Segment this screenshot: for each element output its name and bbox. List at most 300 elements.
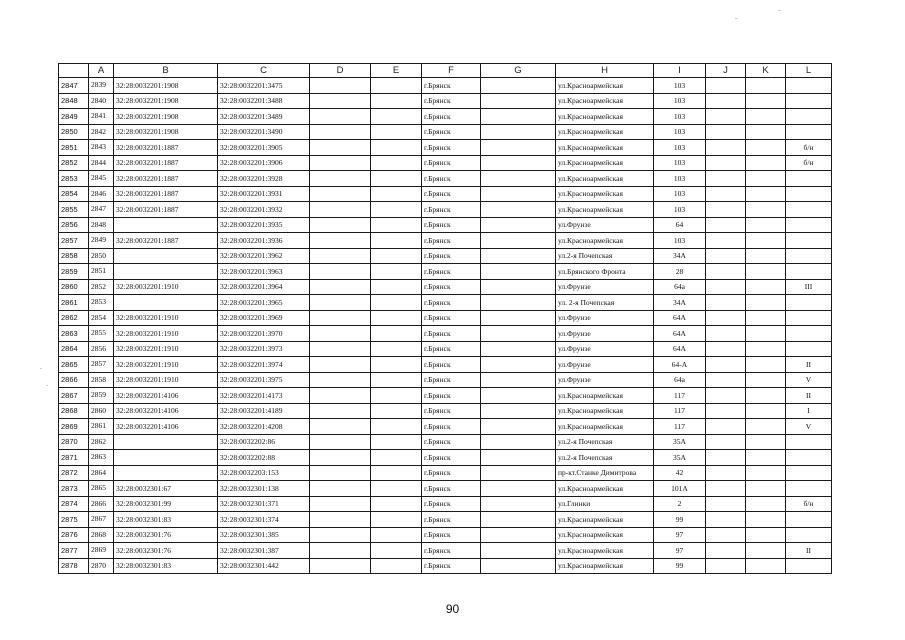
cell-b[interactable] xyxy=(114,450,218,466)
cell-e[interactable] xyxy=(371,372,422,388)
cell-i[interactable]: 103 xyxy=(654,140,706,156)
cell-e[interactable] xyxy=(371,186,422,202)
cell-i[interactable]: 117 xyxy=(654,403,706,419)
cell-f[interactable]: г.Брянск xyxy=(422,140,481,156)
cell-c[interactable]: 32:28:0032201:3965 xyxy=(218,295,310,311)
cell-f[interactable]: г.Брянск xyxy=(422,248,481,264)
cell-l[interactable]: V xyxy=(786,419,832,435)
cell-l[interactable] xyxy=(786,124,832,140)
cell-b[interactable]: 32:28:0032201:1910 xyxy=(114,279,218,295)
cell-i[interactable]: 99 xyxy=(654,558,706,574)
cell-a[interactable]: 2848 xyxy=(89,217,114,233)
cell-k[interactable] xyxy=(746,310,786,326)
column-header-e[interactable]: E xyxy=(371,64,422,78)
cell-d[interactable] xyxy=(310,109,371,125)
cell-b[interactable]: 32:28:0032201:1910 xyxy=(114,372,218,388)
cell-l[interactable]: II xyxy=(786,388,832,404)
cell-k[interactable] xyxy=(746,357,786,373)
cell-g[interactable] xyxy=(481,186,556,202)
cell-a[interactable]: 2858 xyxy=(89,372,114,388)
cell-i[interactable]: 64а xyxy=(654,279,706,295)
cell-e[interactable] xyxy=(371,465,422,481)
cell-i[interactable]: 103 xyxy=(654,93,706,109)
cell-f[interactable]: г.Брянск xyxy=(422,512,481,528)
cell-i[interactable]: 28 xyxy=(654,264,706,280)
cell-e[interactable] xyxy=(371,512,422,528)
cell-h[interactable]: ул. 2-я Почепская xyxy=(556,295,654,311)
cell-f[interactable]: г.Брянск xyxy=(422,202,481,218)
cell-h[interactable]: ул.Фрунзе xyxy=(556,326,654,342)
cell-d[interactable] xyxy=(310,248,371,264)
cell-l[interactable] xyxy=(786,171,832,187)
cell-h[interactable]: ул.Красноармейская xyxy=(556,419,654,435)
cell-b[interactable]: 32:28:0032301:83 xyxy=(114,558,218,574)
cell-j[interactable] xyxy=(706,109,746,125)
cell-f[interactable]: г.Брянск xyxy=(422,403,481,419)
column-header-i[interactable]: I xyxy=(654,64,706,78)
cell-e[interactable] xyxy=(371,295,422,311)
row-number-cell[interactable]: 2860 xyxy=(59,279,89,295)
cell-j[interactable] xyxy=(706,233,746,249)
cell-g[interactable] xyxy=(481,512,556,528)
cell-k[interactable] xyxy=(746,341,786,357)
cell-d[interactable] xyxy=(310,481,371,497)
cell-h[interactable]: ул.Красноармейская xyxy=(556,202,654,218)
cell-j[interactable] xyxy=(706,465,746,481)
cell-e[interactable] xyxy=(371,93,422,109)
cell-e[interactable] xyxy=(371,543,422,559)
cell-a[interactable]: 2840 xyxy=(89,93,114,109)
row-number-cell[interactable]: 2849 xyxy=(59,109,89,125)
cell-k[interactable] xyxy=(746,93,786,109)
cell-j[interactable] xyxy=(706,341,746,357)
cell-f[interactable]: г.Брянск xyxy=(422,171,481,187)
row-number-cell[interactable]: 2854 xyxy=(59,186,89,202)
cell-h[interactable]: ул.Красноармейская xyxy=(556,233,654,249)
cell-c[interactable]: 32:28:0032201:3974 xyxy=(218,357,310,373)
cell-d[interactable] xyxy=(310,527,371,543)
row-number-cell[interactable]: 2873 xyxy=(59,481,89,497)
cell-a[interactable]: 2870 xyxy=(89,558,114,574)
cell-i[interactable]: 117 xyxy=(654,419,706,435)
cell-i[interactable]: 97 xyxy=(654,527,706,543)
cell-c[interactable]: 32:28:0032301:387 xyxy=(218,543,310,559)
cell-h[interactable]: ул.Красноармейская xyxy=(556,124,654,140)
cell-a[interactable]: 2868 xyxy=(89,527,114,543)
cell-e[interactable] xyxy=(371,109,422,125)
cell-f[interactable]: г.Брянск xyxy=(422,326,481,342)
cell-e[interactable] xyxy=(371,217,422,233)
cell-b[interactable]: 32:28:0032301:83 xyxy=(114,512,218,528)
cell-l[interactable] xyxy=(786,233,832,249)
cell-g[interactable] xyxy=(481,481,556,497)
cell-g[interactable] xyxy=(481,403,556,419)
cell-k[interactable] xyxy=(746,450,786,466)
cell-c[interactable]: 32:28:0032301:374 xyxy=(218,512,310,528)
row-number-cell[interactable]: 2850 xyxy=(59,124,89,140)
cell-c[interactable]: 32:28:0032201:3905 xyxy=(218,140,310,156)
cell-i[interactable]: 64-А xyxy=(654,357,706,373)
cell-b[interactable]: 32:28:0032201:1908 xyxy=(114,78,218,94)
cell-a[interactable]: 2851 xyxy=(89,264,114,280)
cell-j[interactable] xyxy=(706,217,746,233)
cell-l[interactable] xyxy=(786,186,832,202)
cell-c[interactable]: 32:28:0032201:3906 xyxy=(218,155,310,171)
cell-j[interactable] xyxy=(706,403,746,419)
cell-e[interactable] xyxy=(371,171,422,187)
cell-k[interactable] xyxy=(746,543,786,559)
column-header-g[interactable]: G xyxy=(481,64,556,78)
cell-l[interactable]: б/н xyxy=(786,140,832,156)
cell-k[interactable] xyxy=(746,403,786,419)
cell-a[interactable]: 2869 xyxy=(89,543,114,559)
cell-c[interactable]: 32:28:0032301:138 xyxy=(218,481,310,497)
cell-h[interactable]: ул.Красноармейская xyxy=(556,171,654,187)
cell-j[interactable] xyxy=(706,543,746,559)
cell-d[interactable] xyxy=(310,310,371,326)
cell-b[interactable]: 32:28:0032301:99 xyxy=(114,496,218,512)
cell-e[interactable] xyxy=(371,403,422,419)
cell-b[interactable] xyxy=(114,465,218,481)
cell-h[interactable]: ул.Красноармейская xyxy=(556,558,654,574)
cell-k[interactable] xyxy=(746,527,786,543)
row-number-cell[interactable]: 2848 xyxy=(59,93,89,109)
cell-f[interactable]: г.Брянск xyxy=(422,419,481,435)
cell-e[interactable] xyxy=(371,450,422,466)
cell-f[interactable]: г.Брянск xyxy=(422,496,481,512)
cell-i[interactable]: 34А xyxy=(654,295,706,311)
cell-g[interactable] xyxy=(481,78,556,94)
cell-g[interactable] xyxy=(481,388,556,404)
row-number-cell[interactable]: 2874 xyxy=(59,496,89,512)
cell-a[interactable]: 2866 xyxy=(89,496,114,512)
row-number-cell[interactable]: 2863 xyxy=(59,326,89,342)
cell-c[interactable]: 32:28:0032201:4208 xyxy=(218,419,310,435)
cell-h[interactable]: ул.Красноармейская xyxy=(556,186,654,202)
cell-j[interactable] xyxy=(706,527,746,543)
cell-c[interactable]: 32:28:0032201:3932 xyxy=(218,202,310,218)
cell-l[interactable] xyxy=(786,264,832,280)
row-number-cell[interactable]: 2866 xyxy=(59,372,89,388)
cell-l[interactable] xyxy=(786,465,832,481)
cell-a[interactable]: 2853 xyxy=(89,295,114,311)
cell-j[interactable] xyxy=(706,186,746,202)
cell-g[interactable] xyxy=(481,372,556,388)
cell-k[interactable] xyxy=(746,512,786,528)
cell-k[interactable] xyxy=(746,558,786,574)
cell-f[interactable]: г.Брянск xyxy=(422,217,481,233)
cell-k[interactable] xyxy=(746,264,786,280)
cell-j[interactable] xyxy=(706,264,746,280)
cell-b[interactable]: 32:28:0032301:76 xyxy=(114,527,218,543)
cell-f[interactable]: г.Брянск xyxy=(422,527,481,543)
cell-l[interactable] xyxy=(786,434,832,450)
cell-h[interactable]: пр-кт.Станке Димитрова xyxy=(556,465,654,481)
column-header-b[interactable]: B xyxy=(114,64,218,78)
cell-g[interactable] xyxy=(481,450,556,466)
cell-h[interactable]: ул.Красноармейская xyxy=(556,403,654,419)
cell-k[interactable] xyxy=(746,233,786,249)
cell-c[interactable]: 32:28:0032201:3935 xyxy=(218,217,310,233)
cell-i[interactable]: 35А xyxy=(654,434,706,450)
cell-e[interactable] xyxy=(371,388,422,404)
cell-c[interactable]: 32:28:0032301:371 xyxy=(218,496,310,512)
cell-d[interactable] xyxy=(310,543,371,559)
cell-c[interactable]: 32:28:0032201:3975 xyxy=(218,372,310,388)
cell-k[interactable] xyxy=(746,481,786,497)
cell-h[interactable]: ул.Красноармейская xyxy=(556,140,654,156)
cell-d[interactable] xyxy=(310,217,371,233)
cell-j[interactable] xyxy=(706,512,746,528)
cell-e[interactable] xyxy=(371,124,422,140)
cell-b[interactable]: 32:28:0032201:1887 xyxy=(114,186,218,202)
cell-a[interactable]: 2842 xyxy=(89,124,114,140)
cell-g[interactable] xyxy=(481,310,556,326)
cell-j[interactable] xyxy=(706,419,746,435)
cell-e[interactable] xyxy=(371,155,422,171)
cell-a[interactable]: 2865 xyxy=(89,481,114,497)
row-number-cell[interactable]: 2871 xyxy=(59,450,89,466)
cell-h[interactable]: ул.Красноармейская xyxy=(556,481,654,497)
cell-l[interactable] xyxy=(786,450,832,466)
cell-d[interactable] xyxy=(310,155,371,171)
cell-g[interactable] xyxy=(481,496,556,512)
cell-f[interactable]: г.Брянск xyxy=(422,310,481,326)
cell-a[interactable]: 2864 xyxy=(89,465,114,481)
cell-k[interactable] xyxy=(746,295,786,311)
cell-i[interactable]: 117 xyxy=(654,388,706,404)
cell-g[interactable] xyxy=(481,140,556,156)
cell-b[interactable]: 32:28:0032201:4106 xyxy=(114,419,218,435)
cell-k[interactable] xyxy=(746,434,786,450)
cell-h[interactable]: ул.2-я Почепская xyxy=(556,248,654,264)
cell-c[interactable]: 32:28:0032201:3963 xyxy=(218,264,310,280)
cell-h[interactable]: ул.Фрунзе xyxy=(556,372,654,388)
cell-l[interactable] xyxy=(786,202,832,218)
cell-d[interactable] xyxy=(310,78,371,94)
cell-g[interactable] xyxy=(481,326,556,342)
cell-j[interactable] xyxy=(706,450,746,466)
cell-i[interactable]: 64А xyxy=(654,341,706,357)
row-number-cell[interactable]: 2856 xyxy=(59,217,89,233)
cell-i[interactable]: 42 xyxy=(654,465,706,481)
row-number-cell[interactable]: 2878 xyxy=(59,558,89,574)
cell-h[interactable]: ул.Красноармейская xyxy=(556,388,654,404)
cell-l[interactable]: I xyxy=(786,403,832,419)
cell-l[interactable] xyxy=(786,481,832,497)
cell-b[interactable]: 32:28:0032201:1908 xyxy=(114,109,218,125)
column-header-l[interactable]: L xyxy=(786,64,832,78)
cell-g[interactable] xyxy=(481,202,556,218)
cell-b[interactable]: 32:28:0032201:1887 xyxy=(114,202,218,218)
cell-h[interactable]: ул.Красноармейская xyxy=(556,155,654,171)
cell-j[interactable] xyxy=(706,124,746,140)
cell-l[interactable] xyxy=(786,527,832,543)
cell-i[interactable]: 103 xyxy=(654,202,706,218)
cell-d[interactable] xyxy=(310,434,371,450)
cell-j[interactable] xyxy=(706,140,746,156)
cell-j[interactable] xyxy=(706,372,746,388)
cell-a[interactable]: 2850 xyxy=(89,248,114,264)
cell-i[interactable]: 103 xyxy=(654,186,706,202)
cell-e[interactable] xyxy=(371,248,422,264)
cell-e[interactable] xyxy=(371,264,422,280)
cell-l[interactable] xyxy=(786,78,832,94)
cell-d[interactable] xyxy=(310,93,371,109)
row-number-cell[interactable]: 2869 xyxy=(59,419,89,435)
cell-i[interactable]: 101А xyxy=(654,481,706,497)
row-number-cell[interactable]: 2876 xyxy=(59,527,89,543)
cell-e[interactable] xyxy=(371,279,422,295)
column-header-j[interactable]: J xyxy=(706,64,746,78)
cell-i[interactable]: 103 xyxy=(654,78,706,94)
cell-g[interactable] xyxy=(481,233,556,249)
cell-f[interactable]: г.Брянск xyxy=(422,109,481,125)
column-header-f[interactable]: F xyxy=(422,64,481,78)
cell-j[interactable] xyxy=(706,248,746,264)
corner-cell[interactable] xyxy=(59,64,89,78)
cell-f[interactable]: г.Брянск xyxy=(422,543,481,559)
cell-g[interactable] xyxy=(481,357,556,373)
cell-i[interactable]: 64А xyxy=(654,326,706,342)
cell-d[interactable] xyxy=(310,372,371,388)
cell-b[interactable]: 32:28:0032201:1910 xyxy=(114,326,218,342)
cell-d[interactable] xyxy=(310,295,371,311)
cell-l[interactable]: б/н xyxy=(786,496,832,512)
cell-g[interactable] xyxy=(481,93,556,109)
cell-h[interactable]: ул.Красноармейская xyxy=(556,527,654,543)
cell-e[interactable] xyxy=(371,310,422,326)
cell-a[interactable]: 2841 xyxy=(89,109,114,125)
cell-i[interactable]: 103 xyxy=(654,124,706,140)
cell-j[interactable] xyxy=(706,496,746,512)
row-number-cell[interactable]: 2861 xyxy=(59,295,89,311)
cell-d[interactable] xyxy=(310,341,371,357)
cell-d[interactable] xyxy=(310,450,371,466)
cell-h[interactable]: ул.Красноармейская xyxy=(556,78,654,94)
cell-h[interactable]: ул.Фрунзе xyxy=(556,357,654,373)
cell-g[interactable] xyxy=(481,434,556,450)
cell-i[interactable]: 103 xyxy=(654,155,706,171)
cell-j[interactable] xyxy=(706,310,746,326)
cell-k[interactable] xyxy=(746,326,786,342)
cell-c[interactable]: 32:28:0032201:3489 xyxy=(218,109,310,125)
cell-f[interactable]: г.Брянск xyxy=(422,78,481,94)
cell-f[interactable]: г.Брянск xyxy=(422,434,481,450)
row-number-cell[interactable]: 2875 xyxy=(59,512,89,528)
cell-e[interactable] xyxy=(371,419,422,435)
cell-f[interactable]: г.Брянск xyxy=(422,450,481,466)
cell-l[interactable] xyxy=(786,310,832,326)
cell-l[interactable] xyxy=(786,93,832,109)
cell-b[interactable]: 32:28:0032201:1887 xyxy=(114,233,218,249)
row-number-cell[interactable]: 2862 xyxy=(59,310,89,326)
cell-k[interactable] xyxy=(746,171,786,187)
cell-f[interactable]: г.Брянск xyxy=(422,279,481,295)
cell-d[interactable] xyxy=(310,388,371,404)
cell-j[interactable] xyxy=(706,388,746,404)
cell-b[interactable]: 32:28:0032201:4106 xyxy=(114,388,218,404)
cell-b[interactable]: 32:28:0032201:1908 xyxy=(114,124,218,140)
cell-g[interactable] xyxy=(481,295,556,311)
row-number-cell[interactable]: 2857 xyxy=(59,233,89,249)
cell-l[interactable]: III xyxy=(786,279,832,295)
cell-b[interactable]: 32:28:0032301:67 xyxy=(114,481,218,497)
cell-f[interactable]: г.Брянск xyxy=(422,93,481,109)
cell-k[interactable] xyxy=(746,78,786,94)
cell-b[interactable]: 32:28:0032201:1887 xyxy=(114,140,218,156)
cell-c[interactable]: 32:28:0032301:442 xyxy=(218,558,310,574)
cell-l[interactable] xyxy=(786,341,832,357)
cell-i[interactable]: 64 xyxy=(654,217,706,233)
cell-i[interactable]: 99 xyxy=(654,512,706,528)
cell-j[interactable] xyxy=(706,279,746,295)
cell-b[interactable]: 32:28:0032201:4106 xyxy=(114,403,218,419)
cell-j[interactable] xyxy=(706,93,746,109)
cell-k[interactable] xyxy=(746,279,786,295)
cell-c[interactable]: 32:28:0032201:3475 xyxy=(218,78,310,94)
cell-g[interactable] xyxy=(481,465,556,481)
cell-l[interactable]: V xyxy=(786,372,832,388)
cell-b[interactable] xyxy=(114,248,218,264)
cell-a[interactable]: 2857 xyxy=(89,357,114,373)
cell-h[interactable]: ул.Фрунзе xyxy=(556,279,654,295)
cell-i[interactable]: 64А xyxy=(654,310,706,326)
cell-g[interactable] xyxy=(481,543,556,559)
cell-c[interactable]: 32:28:0032201:3970 xyxy=(218,326,310,342)
cell-d[interactable] xyxy=(310,357,371,373)
cell-g[interactable] xyxy=(481,279,556,295)
cell-h[interactable]: ул.Фрунзе xyxy=(556,341,654,357)
cell-h[interactable]: ул.Глинки xyxy=(556,496,654,512)
cell-d[interactable] xyxy=(310,140,371,156)
cell-l[interactable] xyxy=(786,326,832,342)
cell-f[interactable]: г.Брянск xyxy=(422,465,481,481)
cell-h[interactable]: ул.Фрунзе xyxy=(556,310,654,326)
column-header-h[interactable]: H xyxy=(556,64,654,78)
cell-g[interactable] xyxy=(481,171,556,187)
cell-e[interactable] xyxy=(371,140,422,156)
cell-h[interactable]: ул.Красноармейская xyxy=(556,543,654,559)
cell-e[interactable] xyxy=(371,481,422,497)
cell-l[interactable]: II xyxy=(786,543,832,559)
cell-b[interactable]: 32:28:0032201:1908 xyxy=(114,93,218,109)
column-header-c[interactable]: C xyxy=(218,64,310,78)
row-number-cell[interactable]: 2867 xyxy=(59,388,89,404)
cell-g[interactable] xyxy=(481,419,556,435)
cell-b[interactable]: 32:28:0032201:1887 xyxy=(114,171,218,187)
row-number-cell[interactable]: 2858 xyxy=(59,248,89,264)
cell-a[interactable]: 2862 xyxy=(89,434,114,450)
cell-f[interactable]: г.Брянск xyxy=(422,372,481,388)
cell-d[interactable] xyxy=(310,124,371,140)
cell-c[interactable]: 32:28:0032201:3962 xyxy=(218,248,310,264)
cell-l[interactable] xyxy=(786,295,832,311)
cell-c[interactable]: 32:28:0032201:4189 xyxy=(218,403,310,419)
cell-h[interactable]: ул.Красноармейская xyxy=(556,512,654,528)
row-number-cell[interactable]: 2870 xyxy=(59,434,89,450)
cell-d[interactable] xyxy=(310,496,371,512)
cell-l[interactable]: б/н xyxy=(786,155,832,171)
cell-d[interactable] xyxy=(310,558,371,574)
cell-d[interactable] xyxy=(310,419,371,435)
cell-b[interactable] xyxy=(114,295,218,311)
cell-j[interactable] xyxy=(706,481,746,497)
cell-l[interactable] xyxy=(786,558,832,574)
cell-c[interactable]: 32:28:0032201:4173 xyxy=(218,388,310,404)
cell-j[interactable] xyxy=(706,434,746,450)
cell-g[interactable] xyxy=(481,341,556,357)
